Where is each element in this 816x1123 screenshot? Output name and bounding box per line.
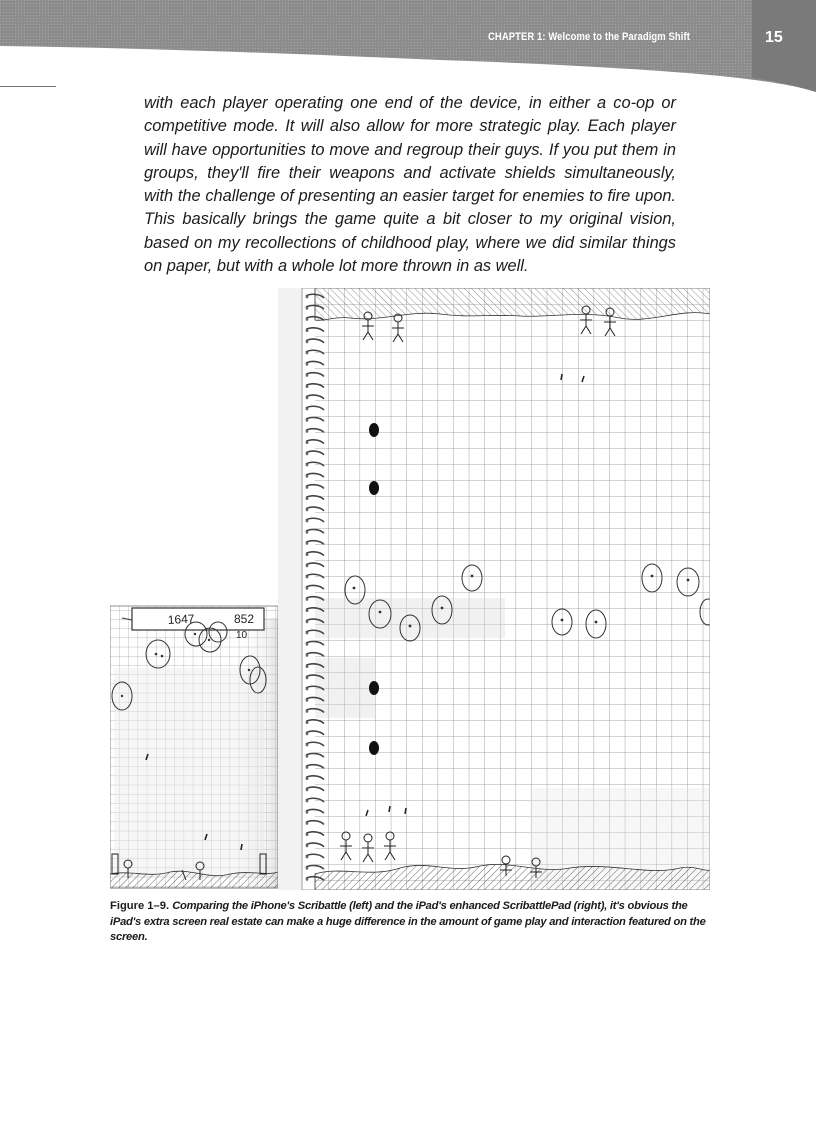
- spiral-hole: [306, 441, 309, 444]
- spiral-hole: [306, 419, 309, 422]
- spiral-hole: [306, 844, 309, 847]
- spiral-hole: [306, 811, 309, 814]
- spiral-hole: [306, 699, 309, 702]
- spiral-hole: [306, 710, 309, 713]
- figure-label: Figure 1–9.: [110, 900, 170, 912]
- spiral-hole: [306, 878, 309, 881]
- marker-label: 10: [236, 630, 248, 641]
- spiral-hole: [306, 856, 309, 859]
- score-left: 1647: [167, 611, 195, 627]
- spiral-hole: [306, 475, 309, 478]
- spiral-hole: [306, 385, 309, 388]
- spiral-hole: [306, 542, 309, 545]
- page-header-band: [0, 0, 816, 95]
- spiral-hole: [306, 833, 309, 836]
- spiral-hole: [306, 553, 309, 556]
- spiral-hole: [306, 766, 309, 769]
- iphone-scribattle-sketch: [110, 606, 278, 888]
- spiral-hole: [306, 352, 309, 355]
- spiral-hole: [306, 329, 309, 332]
- spiral-hole: [306, 363, 309, 366]
- spiral-hole: [306, 452, 309, 455]
- figure-caption-text: Comparing the iPhone's Scribattle (left) and the iPad's enhanced ScribattlePad (right), it's obvious the iPad's extra screen real estate can make a huge difference in the amount of game play and interaction featured on the screen.: [110, 900, 706, 943]
- spiral-hole: [306, 520, 309, 523]
- score-right: 852: [234, 612, 255, 626]
- spiral-hole: [306, 755, 309, 758]
- spiral-hole: [306, 318, 309, 321]
- spiral-hole: [306, 374, 309, 377]
- spiral-hole: [306, 396, 309, 399]
- spiral-hole: [306, 777, 309, 780]
- spiral-hole: [306, 620, 309, 623]
- spiral-hole: [306, 732, 309, 735]
- spiral-hole: [306, 408, 309, 411]
- spiral-hole: [306, 867, 309, 870]
- spiral-hole: [306, 643, 309, 646]
- figure-1-9: [110, 288, 710, 890]
- spiral-hole: [306, 587, 309, 590]
- page-number: 15: [765, 29, 783, 46]
- spiral-hole: [306, 632, 309, 635]
- spiral-hole: [306, 508, 309, 511]
- spiral-hole: [306, 800, 309, 803]
- spiral-hole: [306, 340, 309, 343]
- spiral-hole: [306, 744, 309, 747]
- spiral-hole: [306, 665, 309, 668]
- figure-sketches: [110, 288, 710, 890]
- spiral-hole: [306, 654, 309, 657]
- spiral-hole: [306, 609, 309, 612]
- body-paragraph: with each player operating one end of the device, in either a co-op or competitive mode. It will also allow for more strategic play. Each player will have opportunities to move and regroup their guys. If you put them in groups, they'll fire their weapons and activate shields simultaneously, with the challenge of presenting an easier target for enemies to fire upon. This basically brings the game quite a bit closer to my original vision, based on my recollections of childhood play, where we did similar things on paper, but with a whole lot more thrown in as well.: [144, 94, 676, 276]
- spiral-hole: [306, 564, 309, 567]
- spiral-hole: [306, 676, 309, 679]
- spiral-hole: [306, 296, 309, 299]
- spiral-hole: [306, 822, 309, 825]
- spiral-hole: [306, 430, 309, 433]
- ipad-scribattlepad-sketch: [278, 288, 710, 890]
- spiral-hole: [306, 721, 309, 724]
- margin-rule: [0, 86, 56, 87]
- spiral-hole: [306, 788, 309, 791]
- spiral-hole: [306, 486, 309, 489]
- spiral-hole: [306, 307, 309, 310]
- spiral-hole: [306, 576, 309, 579]
- spiral-hole: [306, 531, 309, 534]
- spiral-hole: [306, 598, 309, 601]
- chapter-title: CHAPTER 1: Welcome to the Paradigm Shift: [488, 31, 690, 43]
- figure-caption: [110, 899, 714, 946]
- spiral-hole: [306, 464, 309, 467]
- spiral-hole: [306, 688, 309, 691]
- spiral-hole: [306, 497, 309, 500]
